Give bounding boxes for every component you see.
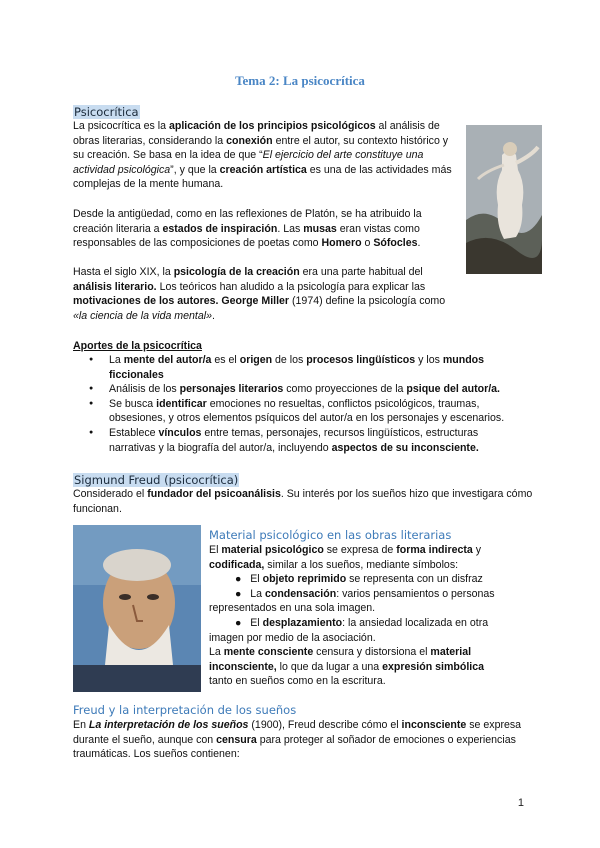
paragraph-psicocritica-definition: La psicocrítica es la aplicación de los principios psicológicos al análisis de obras literarias, considerando la conexión entre el autor, su contexto histórico y su creación. Se basa en la idea de que “El ejercicio del arte constituye una actividad psicológica”, y que la creación artística es una de las actividades más complejas de la mente humana. bbox=[73, 120, 452, 191]
material-heading: Material psicológico en las obras literarias bbox=[209, 528, 452, 542]
section-heading-freud: Sigmund Freud (psicocrítica) bbox=[74, 473, 239, 487]
paragraph-inspiration: Desde la antigüedad, como en las reflexiones de Platón, se ha atribuido la creación literaria a estados de inspiración. Las musas eran vistas como responsables de las composiciones de poetas como Homero o Sófocles. bbox=[73, 208, 422, 250]
page-number: 1 bbox=[517, 797, 524, 809]
list-item: ● Análisis de los personajes literarios como proyecciones de la psique del autor/a. bbox=[73, 382, 513, 397]
material-bullet-desplazamiento: ● El desplazamiento: la ansiedad localizada en otra imagen por medio de la asociación. bbox=[209, 616, 489, 644]
list-item: ● Se busca identificar emociones no resueltas, conflictos psicológicos, traumas, obsesiones, y otros elementos psíquicos del autor/a en los personajes y escenarios. bbox=[73, 397, 513, 426]
aportes-list bbox=[73, 353, 513, 455]
page-title: Tema 2: La psicocrítica bbox=[235, 73, 365, 88]
muse-statue-image bbox=[466, 125, 542, 274]
list-item: ● Establece vínculos entre temas, personajes, recursos lingüísticos, estructuras narrativas y la biografía del autor/a, incluyendo aspectos de su inconsciente. bbox=[73, 426, 513, 455]
section-heading-psicocritica: Psicocrítica bbox=[74, 105, 139, 119]
material-bullet-condensacion: ● La condensación: varios pensamientos o personas representados en una sola imagen. bbox=[209, 587, 495, 615]
paragraph-creation-psychology: Hasta el siglo XIX, la psicología de la creación era una parte habitual del análisis literario. Los teóricos han aludido a la psicología para explicar las motivaciones de los autores. George Miller (1974) define la psicología como «la ciencia de la vida mental». bbox=[73, 266, 446, 322]
freud-portrait-image bbox=[73, 525, 201, 692]
material-block bbox=[209, 543, 509, 689]
paragraph-material-intro: El material psicológico se expresa de forma indirecta y codificada, similar a los sueños, mediante símbolos: bbox=[209, 544, 482, 571]
material-bullet-reprimido: ● El objeto reprimido se representa con un disfraz bbox=[235, 573, 483, 586]
paragraph-freud-intro: Considerado el fundador del psicoanálisis. Su interés por los sueños hizo que investigara cómo funcionan. bbox=[73, 488, 533, 515]
list-item: ● La mente del autor/a es el origen de los procesos lingüísticos y los mundos ficcionales bbox=[73, 353, 513, 382]
paragraph-material-consciente: La mente consciente censura y distorsiona el material inconsciente, lo que da lugar a una expresión simbólica tanto en sueños como en la escritura. bbox=[209, 646, 484, 688]
paragraph-interpretacion: En La interpretación de los sueños (1900), Freud describe cómo el inconsciente se expresa durante el sueño, aunque con censura para proteger al soñador de emociones o experiencias traumáticas. Los sueños contienen: bbox=[73, 719, 522, 761]
interpretacion-heading: Freud y la interpretación de los sueños bbox=[73, 703, 297, 717]
aportes-heading: Aportes de la psicocrítica bbox=[73, 340, 202, 352]
